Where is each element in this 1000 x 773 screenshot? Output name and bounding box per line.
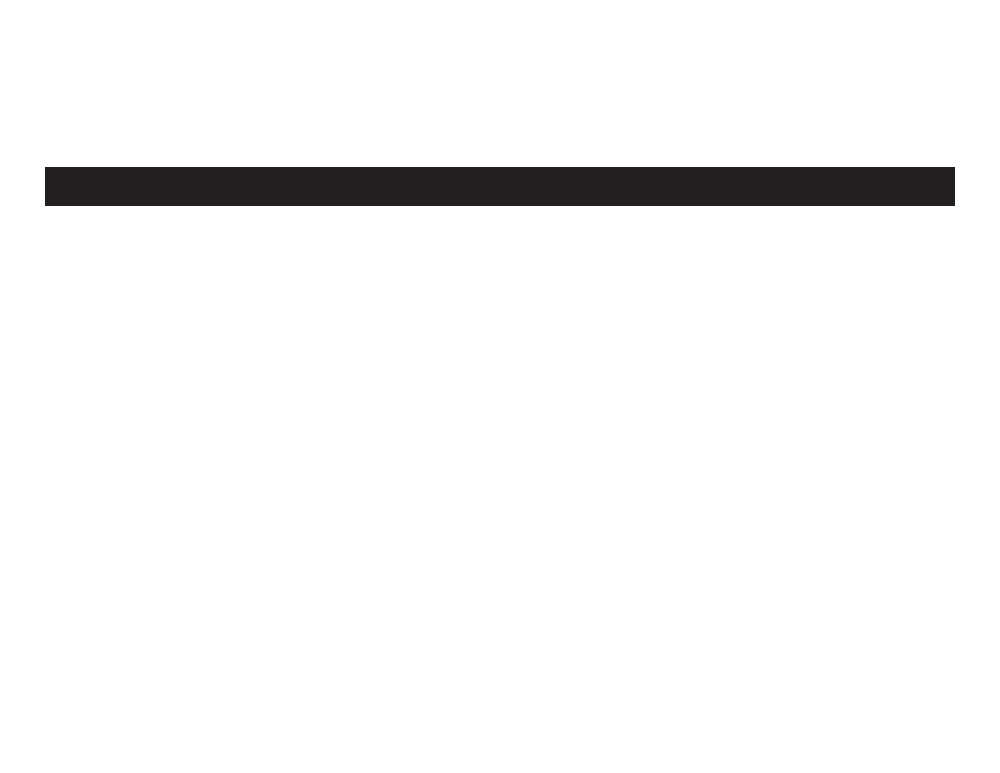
kids-menu-header-title [100,167,290,206]
kids-menu-header-row [45,167,955,206]
kids-menu-allergen-table [45,167,955,206]
